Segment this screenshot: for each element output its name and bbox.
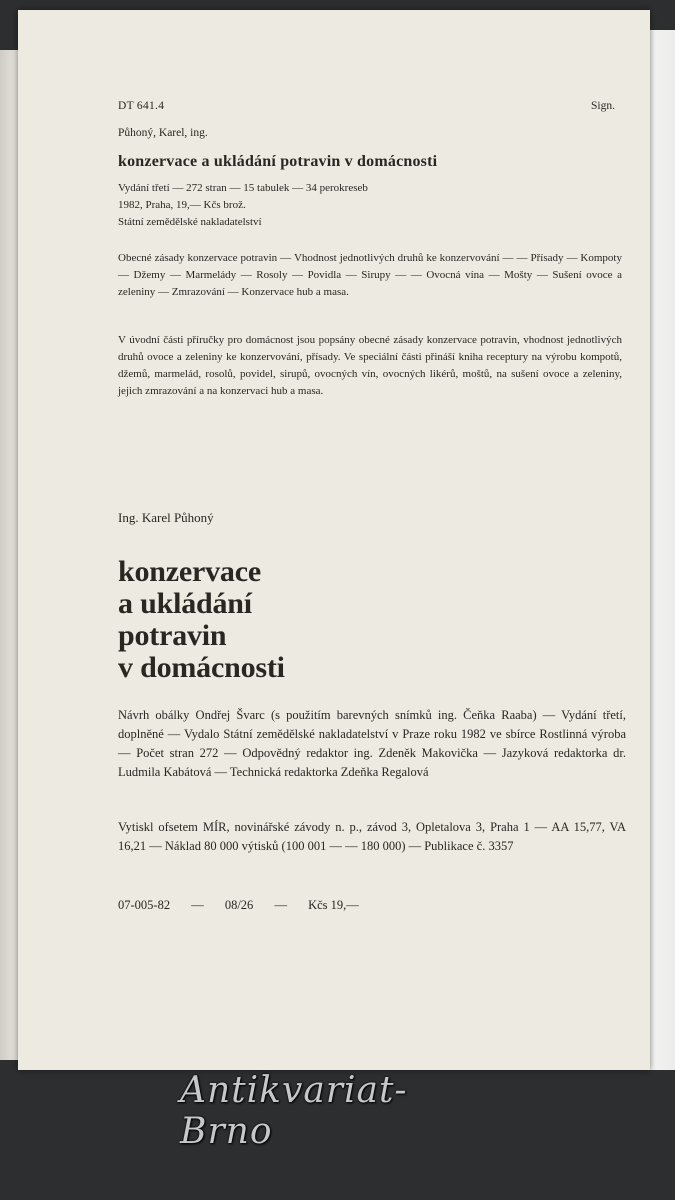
catalog-meta	[118, 180, 538, 231]
watermark-logo: Antikvariat-Brno	[180, 1070, 408, 1152]
order-number: 08/26	[224, 898, 254, 912]
catalog-meta-line: Vydání třetí — 272 stran — 15 tabulek — 34 perokreseb	[118, 182, 368, 194]
order-code: 07-005-82	[118, 898, 171, 912]
catalog-meta-line: Státní zemědělské nakladatelství	[118, 216, 262, 228]
order-price: Kčs 19,—	[308, 898, 359, 912]
book-title-line: potravin	[118, 619, 227, 652]
sign-label: Sign.	[591, 100, 615, 112]
catalog-number: DT 641.4	[118, 100, 165, 112]
order-separator: —	[274, 898, 287, 912]
book-page	[18, 10, 650, 1070]
book-title	[118, 556, 578, 684]
catalog-keywords: Obecné zásady konzervace potravin — Vhodnost jednotlivých druhů ke konzervování — — Přísady — Kompoty — Džemy — Marmelády — Rosoly — Povidla — Sirupy — — Ovocná vína — Mošty — Sušení ovoce a zeleniny — Zmrazování — Konzervace hub a masa.	[118, 252, 622, 298]
colophon: Návrh obálky Ondřej Švarc (s použitím barevných snímků ing. Čeňka Raaba) — Vydání třetí, doplněné — Vydalo Státní zemědělské nakladatelství v Praze roku 1982 ve sbírce Rostlinná výroba — Počet stran 272 — Odpovědný redaktor ing. Zdeněk Makovička — Jazyková redaktorka dr. Ludmila Kabátová — Technická redaktorka Zdeňka Regalová	[118, 708, 626, 779]
catalog-annotation: V úvodní části příručky pro domácnost jsou popsány obecné zásady konzervace potravin, vhodnost jednotlivých druhů ovoce a zeleniny ke konzervování, přísady. Ve speciální části přináší kniha receptury na výrobu kompotů, džemů, marmelád, rosolů, povidel, sirupů, ovocných vín, ovocných likérů, moštů, na sušení ovoce a zeleniny, jejich zmrazování a na konzervaci hub a masa.	[118, 334, 622, 397]
book-author: Ing. Karel Půhoný	[118, 510, 214, 525]
watermark	[180, 1070, 500, 1152]
book-title-line: v domácnosti	[118, 651, 285, 684]
book-title-line: konzervace	[118, 555, 261, 588]
catalog-meta-line: 1982, Praha, 19,— Kčs brož.	[118, 199, 246, 211]
book-title-line: a ukládání	[118, 587, 252, 620]
printer-info: Vytiskl ofsetem MÍR, novinářské závody n. p., závod 3, Opletalova 3, Praha 1 — AA 15,77, VA 16,21 — Náklad 80 000 výtisků (100 001 — — 180 000) — Publikace č. 3357	[118, 820, 626, 853]
order-separator: —	[191, 898, 204, 912]
order-line	[118, 898, 377, 913]
catalog-author: Půhoný, Karel, ing.	[118, 127, 208, 139]
catalog-title: konzervace a ukládání potravin v domácnosti	[118, 153, 438, 170]
